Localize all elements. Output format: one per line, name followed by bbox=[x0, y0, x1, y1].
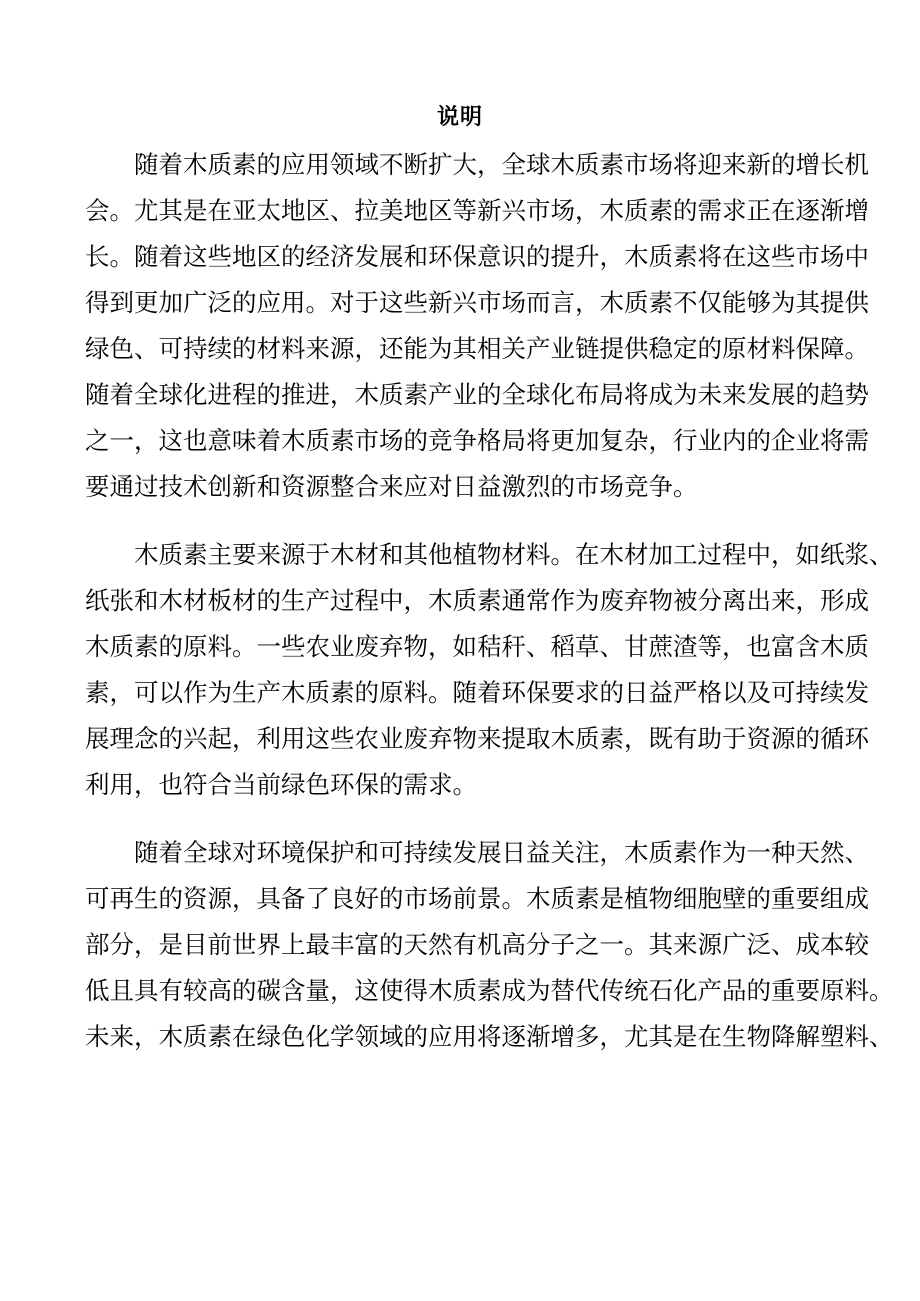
paragraph-spacer bbox=[85, 510, 835, 532]
paragraph-line: 素，可以作为生产木质素的原料。随着环保要求的日益严格以及可持续发 bbox=[85, 678, 869, 707]
document-title: 说明 bbox=[436, 104, 483, 130]
paragraph-1 bbox=[85, 142, 869, 510]
paragraph-line: 随着全球对环境保护和可持续发展日益关注，木质素作为一种天然、 bbox=[134, 838, 869, 867]
paragraph-line: 展理念的兴起，利用这些农业废弃物来提取木质素，既有助于资源的循环 bbox=[85, 724, 869, 753]
paragraph-line: 长。随着这些地区的经济发展和环保意识的提升，木质素将在这些市场中 bbox=[85, 242, 869, 271]
document-page bbox=[85, 96, 894, 1060]
paragraph-line: 木质素的原料。一些农业废弃物，如秸秆、稻草、甘蔗渣等，也富含木质 bbox=[85, 632, 869, 661]
paragraph-line: 绿色、可持续的材料来源，还能为其相关产业链提供稳定的原材料保障。 bbox=[85, 334, 869, 363]
paragraph-line: 木质素主要来源于木材和其他植物材料。在木材加工过程中，如纸浆、 bbox=[134, 540, 894, 569]
paragraph-line: 低且具有较高的碳含量，这使得木质素成为替代传统石化产品的重要原料。 bbox=[85, 976, 894, 1005]
paragraph-line: 会。尤其是在亚太地区、拉美地区等新兴市场，木质素的需求正在逐渐增 bbox=[85, 196, 869, 225]
paragraph-line: 未来，木质素在绿色化学领域的应用将逐渐增多，尤其是在生物降解塑料、 bbox=[85, 1022, 894, 1051]
paragraph-line: 可再生的资源，具备了良好的市场前景。木质素是植物细胞壁的重要组成 bbox=[85, 884, 869, 913]
paragraph-2 bbox=[85, 532, 894, 808]
paragraph-line: 纸张和木材板材的生产过程中，木质素通常作为废弃物被分离出来，形成 bbox=[85, 586, 869, 615]
paragraph-line: 随着全球化进程的推进，木质素产业的全球化布局将成为未来发展的趋势 bbox=[85, 380, 869, 409]
paragraph-line: 部分，是目前世界上最丰富的天然有机高分子之一。其来源广泛、成本较 bbox=[85, 930, 869, 959]
paragraph-line: 利用，也符合当前绿色环保的需求。 bbox=[85, 770, 477, 799]
paragraph-line: 要通过技术创新和资源整合来应对日益激烈的市场竞争。 bbox=[85, 472, 698, 501]
paragraph-line: 随着木质素的应用领域不断扩大，全球木质素市场将迎来新的增长机 bbox=[134, 150, 869, 179]
paragraph-spacer bbox=[85, 808, 835, 830]
paragraph-line: 之一，这也意味着木质素市场的竞争格局将更加复杂，行业内的企业将需 bbox=[85, 426, 869, 455]
paragraph-line: 得到更加广泛的应用。对于这些新兴市场而言，木质素不仅能够为其提供 bbox=[85, 288, 869, 317]
paragraph-3 bbox=[85, 830, 894, 1060]
